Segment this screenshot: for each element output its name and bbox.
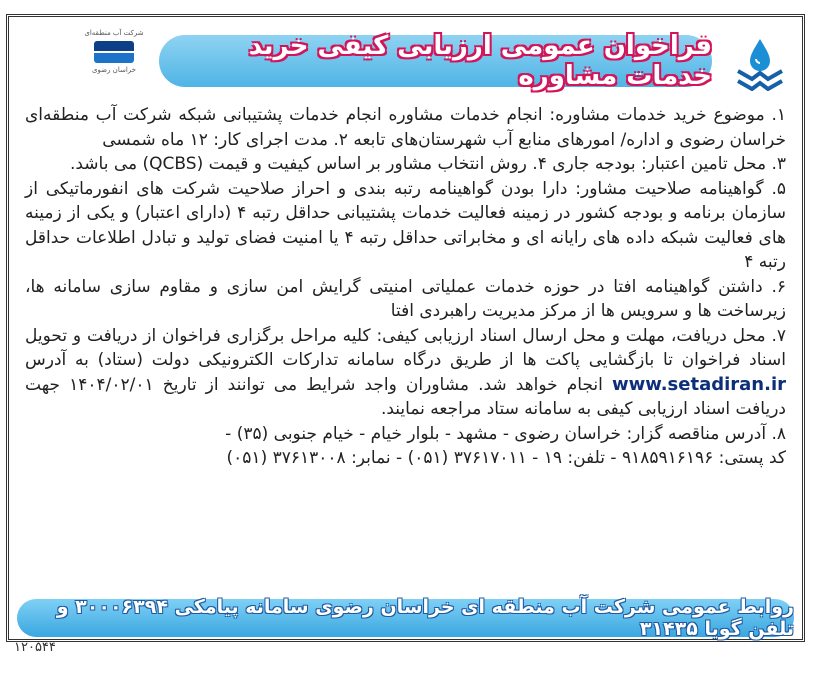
item-6: ۶. داشتن گواهینامه افتا در حوزه خدمات عملیاتی امنیتی گرایش امن سازی و مقاوم سازی سامانه ها، زیرساخت ها و سرویس ها از مرکز مدیریت راهبردی افتا — [25, 276, 786, 321]
notice-frame — [6, 14, 805, 642]
item-3: ۳. محل تامین اعتبار: بودجه جاری ۴. روش انتخاب مشاور بر اساس کیفیت و قیمت (QCBS) می باشد. — [69, 154, 786, 174]
item-1: ۱. موضوع خرید خدمات مشاوره: انجام خدمات مشاوره انجام خدمات پشتیبانی شبکه شرکت آب منطقه‌ای خراسان رضوی و اداره/ امورهای منابع آب شهرستان‌های تابعه ۲. مدت اجرای کار: ۱۲ ماه شمسی — [25, 105, 786, 150]
footer-text: روابط عمومی شرکت آب منطقه ای خراسان رضوی سامانه پیامکی ۳۰۰۰۶۳۹۴ و تلفن گویا ۳۱۴۳۵ — [56, 596, 794, 640]
water-drop-hands-icon — [732, 35, 788, 91]
item-8-contact: کد پستی: ۹۱۸۵۹۱۶۱۹۶ - تلفن: ۱۹ - ۳۷۶۱۷۰۱۱ (۰۵۱) - نمابر: ۳۷۶۱۳۰۰۸ (۰۵۱) — [226, 448, 786, 468]
notice-header — [9, 25, 802, 95]
notice-code: ۱۲۰۵۴۴ — [14, 640, 56, 655]
notice-body — [25, 103, 786, 471]
item-8: ۸. آدرس مناقصه گزار: خراسان رضوی - مشهد - بلوار خیام - خیام جنوبی (۳۵) - — [225, 423, 786, 444]
organization-logo — [79, 29, 149, 99]
item-7 — [25, 324, 786, 422]
item-5: ۵. گواهینامه صلاحیت مشاور: دارا بودن گواهینامه رتبه بندی و احراز صلاحیت شرکت های انفورماتیکی از سازمان برنامه و بودجه کشور در زمینه فعالیت خدمات پشتیبانی حداقل رتبه ۴ (دارای اعتبار) و یکی از زمینه های فعالیت شبکه داده های رایانه ای و مخابراتی حداقل رتبه ۴ یا امنیت فضای تولید و تبادل اطلاعات حداقل رتبه ۴ — [25, 178, 786, 272]
setad-url-link[interactable]: www.setadiran.ir — [611, 373, 787, 395]
footer-banner — [17, 596, 794, 640]
item-7-cont: انجام خواهد شد. مشاوران واجد شرایط می توانند از تاریخ ۱۴۰۴/۰۲/۰۱ جهت دریافت اسناد ارزیابی کیفی به سامانه ستاد مراجعه نمایند. — [25, 374, 786, 419]
item-7-text: ۷. محل دریافت، مهلت و محل ارسال اسناد ارزیابی کیفی: کلیه مراحل برگزاری فراخوان از دریافت و تحویل اسناد فراخوان تا بازگشایی پاکت ها از طریق درگاه سامانه تدارکات الکترونیکی دولت (ستاد) به آدرس — [25, 325, 786, 370]
logo-caption-top: شرکت آب منطقه‌ای — [84, 29, 144, 37]
title-banner — [159, 31, 712, 91]
page-title: فراخوان عمومی ارزیابی کیفی خرید خدمات مشاوره — [248, 31, 712, 91]
logo-caption-bottom: خراسان رضوی — [92, 66, 136, 74]
water-emblem-icon — [94, 41, 134, 63]
